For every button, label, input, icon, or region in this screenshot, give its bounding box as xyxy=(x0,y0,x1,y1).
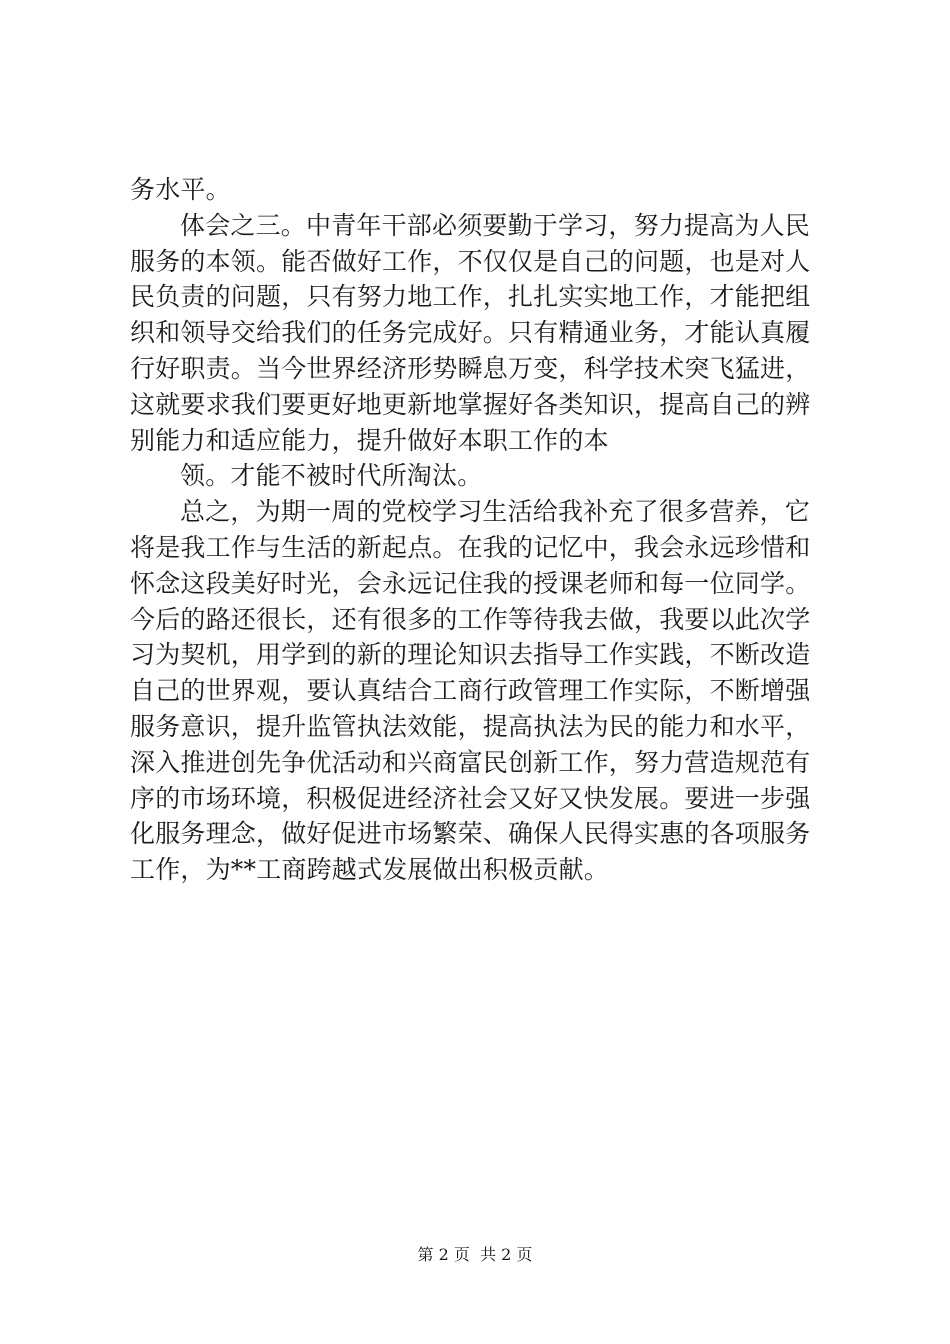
text-line: 服务的本领。能否做好工作，不仅仅是自己的问题，也是对人 xyxy=(130,246,811,276)
text-line: 行好职责。当今世界经济形势瞬息万变，科学技术突飞猛进， xyxy=(130,353,811,383)
text-line: 将是我工作与生活的新起点。在我的记忆中，我会永远珍惜和 xyxy=(130,532,811,562)
text-line: 领。才能不被时代所淘汰。 xyxy=(180,461,483,491)
text-line: 怀念这段美好时光，会永远记住我的授课老师和每一位同学。 xyxy=(130,568,811,598)
text-line: 序的市场环境，积极促进经济社会又好又快发展。要进一步强 xyxy=(130,783,811,813)
text-line: 体会之三。中青年干部必须要勤于学习，努力提高为人民 xyxy=(180,210,811,240)
page-footer xyxy=(0,1242,950,1265)
page-number-label: 第 2 页 共 2 页 xyxy=(417,1245,533,1264)
text-line: 服务意识，提升监管执法效能，提高执法为民的能力和水平， xyxy=(130,711,811,741)
text-line: 务水平。 xyxy=(130,175,231,204)
text-line: 今后的路还很长，还有很多的工作等待我去做，我要以此次学 xyxy=(130,604,811,634)
text-line: 总之，为期一周的党校学习生活给我补充了很多营养，它 xyxy=(180,497,811,527)
text-line: 织和领导交给我们的任务完成好。只有精通业务，才能认真履 xyxy=(130,318,811,348)
text-line: 化服务理念，做好促进市场繁荣、确保人民得实惠的各项服务 xyxy=(130,819,811,849)
text-line: 民负责的问题，只有努力地工作，扎扎实实地工作，才能把组 xyxy=(130,282,811,312)
text-line: 深入推进创先争优活动和兴商富民创新工作，努力营造规范有 xyxy=(130,747,811,777)
document-body xyxy=(130,172,830,888)
text-line: 这就要求我们要更好地更新地掌握好各类知识，提高自己的辨 xyxy=(130,389,811,419)
text-line: 习为契机，用学到的新的理论知识去指导工作实践，不断改造 xyxy=(130,640,811,670)
text-line: 别能力和适应能力，提升做好本职工作的本 xyxy=(130,425,609,455)
text-line: 工作，为**工商跨越式发展做出积极贡献。 xyxy=(130,855,610,885)
text-line: 自己的世界观，要认真结合工商行政管理工作实际，不断增强 xyxy=(130,676,811,706)
